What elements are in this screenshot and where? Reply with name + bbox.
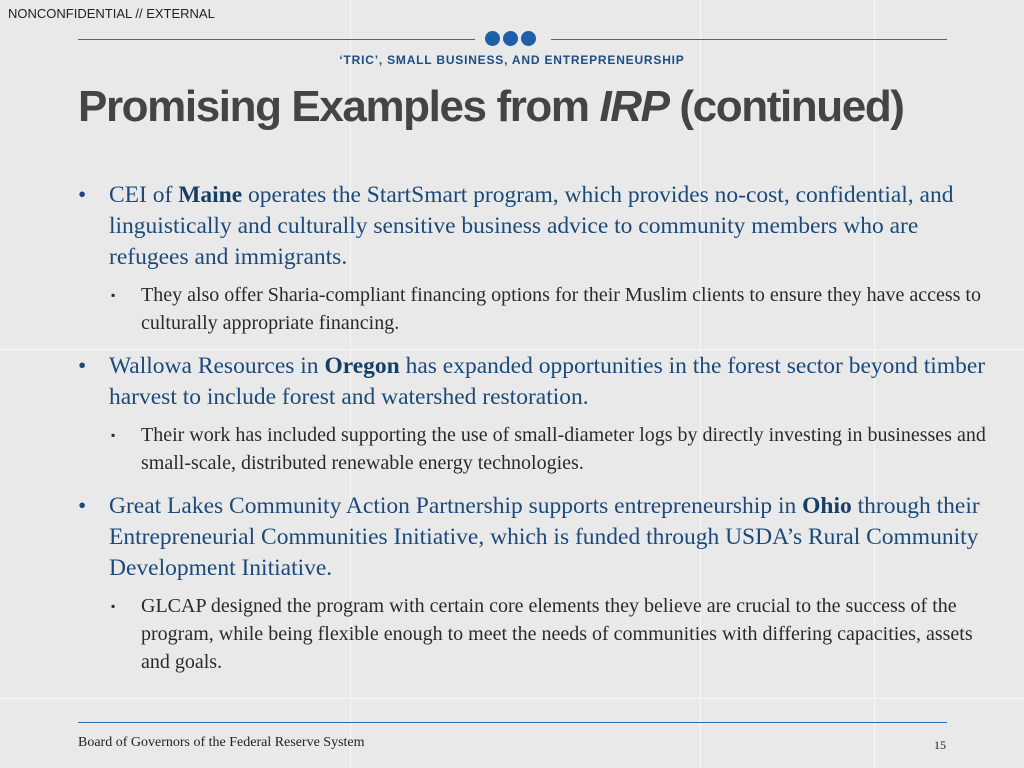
bullet-text [78, 180, 988, 273]
title-text-end: (continued) [668, 82, 904, 131]
bullet-list [78, 180, 988, 690]
header-rule-right [551, 39, 947, 40]
bullet-icon: • [78, 182, 87, 208]
title-text: Promising Examples from [78, 82, 600, 131]
sub-bullet-text [78, 281, 988, 337]
sub-bullet-text [78, 592, 988, 676]
section-subtitle: ‘TRIC’, SMALL BUSINESS, AND ENTREPRENEURSHIP [339, 53, 685, 67]
slide-title [78, 82, 904, 132]
bullet-post: operates the StartSmart program, which provides no-cost, confidential, and linguistically and culturally sensitive business advice to community members who are refugees and immigrants. [109, 182, 954, 270]
bullet-post: has expanded opportunities in the forest sector beyond timber harvest to include forest and watershed restoration. [109, 353, 986, 410]
bullet-state: Maine [178, 182, 243, 208]
bullet-text [78, 491, 988, 584]
sub-bullet-text [78, 421, 988, 477]
title-emphasis: IRP [599, 82, 669, 131]
square-bullet-icon: ▪ [111, 288, 116, 302]
bullet-state: Ohio [802, 493, 852, 519]
header-rule-left [78, 39, 475, 40]
square-bullet-icon: ▪ [111, 428, 116, 442]
grid-line [0, 698, 1024, 699]
classification-label: NONCONFIDENTIAL // EXTERNAL [8, 6, 215, 21]
bullet-post: through their Entrepreneurial Communities Initiative, which is funded through USDA’s Rural Community Development Initiative. [109, 493, 980, 581]
bullet-pre: CEI of [109, 182, 179, 208]
footer-organization: Board of Governors of the Federal Reserve System [78, 735, 365, 750]
list-item [78, 491, 988, 676]
bullet-pre: Great Lakes Community Action Partnership supports entrepreneurship in [109, 493, 803, 519]
sub-text: They also offer Sharia-compliant financing options for their Muslim clients to ensure they have access to culturally appropriate financing. [141, 284, 981, 334]
bullet-icon: • [78, 353, 87, 379]
sub-text: Their work has included supporting the use of small-diameter logs by directly investing in businesses and small-scale, distributed renewable energy technologies. [141, 424, 986, 474]
list-item [78, 180, 988, 337]
dot-icon [503, 31, 518, 46]
header-dots [485, 31, 536, 46]
bullet-pre: Wallowa Resources in [109, 353, 325, 379]
page-number: 15 [934, 738, 946, 752]
bullet-text [78, 351, 988, 413]
bullet-icon: • [78, 493, 87, 519]
footer-rule [78, 722, 947, 723]
dot-icon [485, 31, 500, 46]
list-item [78, 351, 988, 477]
bullet-state: Oregon [324, 353, 400, 379]
sub-text: GLCAP designed the program with certain core elements they believe are crucial to the success of the program, while being flexible enough to meet the needs of communities with differing capacities, assets and goals. [141, 595, 973, 673]
square-bullet-icon: ▪ [111, 599, 116, 613]
dot-icon [521, 31, 536, 46]
